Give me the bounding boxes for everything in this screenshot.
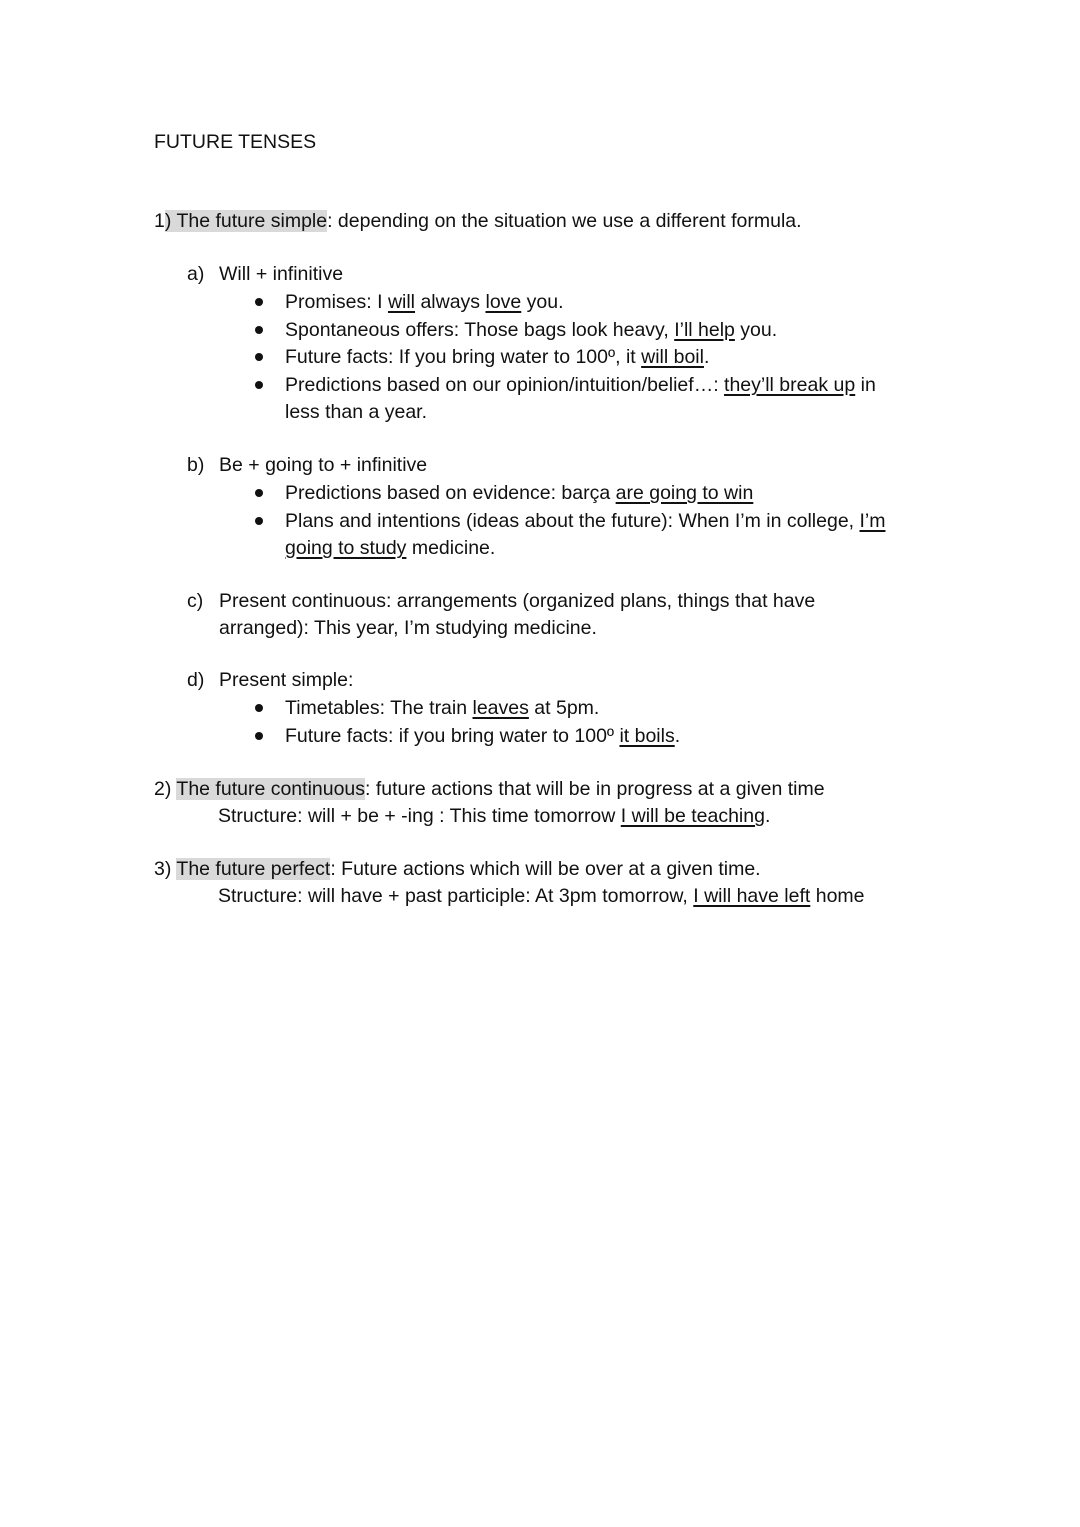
subsection-c-line: arranged): This year, I’m studying medicine. — [219, 617, 597, 639]
section-2-structure — [218, 803, 770, 830]
section-2-number: 2) — [154, 778, 177, 800]
bullet-text: always — [415, 291, 486, 313]
bullet-dot — [255, 298, 263, 306]
bullet-text: Plans and intentions (ideas about the future): When I’m in college, — [285, 510, 860, 532]
section-2-title: The future continuous — [176, 778, 366, 800]
section-3-heading — [154, 856, 761, 883]
bullet-dot — [255, 489, 263, 497]
bullet-text: Spontaneous offers: Those bags look heavy, — [285, 319, 675, 341]
underlined-example: I will have left — [693, 885, 811, 907]
bullet-text: medicine. — [406, 537, 496, 559]
underlined-example: are going to win — [615, 482, 754, 504]
bullet-timetables — [285, 695, 599, 722]
subsection-d-label — [219, 667, 353, 694]
subsection-a-label-text: Will + infinitive — [219, 263, 344, 285]
bullet-future-facts — [285, 344, 709, 371]
structure-text: . — [764, 805, 771, 827]
bullet-text: Timetables: The train — [285, 697, 473, 719]
section-1-title — [165, 210, 327, 232]
subsection-b-marker: b) — [187, 454, 205, 476]
subsection-d-label-text: Present simple: — [219, 669, 354, 691]
subsection-b-label-text: Be + going to + infinitive — [219, 454, 428, 476]
bullet-predictions-evidence — [285, 480, 753, 507]
bullet-spontaneous-offers — [285, 317, 777, 344]
bullet-predictions-opinion-cont — [285, 399, 427, 426]
bullet-text: you. — [734, 319, 778, 341]
bullet-text: Predictions based on our opinion/intuition/belief…: — [285, 374, 725, 396]
subsection-c — [187, 588, 203, 615]
bullet-text: Promises: I — [285, 291, 388, 313]
subsection-c-text-cont — [219, 615, 597, 642]
bullet-dot — [255, 326, 263, 334]
subsection-c-text — [219, 588, 815, 615]
bullet-dot — [255, 381, 263, 389]
underlined-example: will boil — [641, 346, 704, 368]
section-1-heading — [154, 208, 802, 235]
underlined-example: leaves — [472, 697, 529, 719]
bullet-plans-intentions-cont — [285, 535, 495, 562]
section-1-number: 1 — [154, 210, 165, 232]
subsection-c-line: Present continuous: arrangements (organized plans, things that have — [219, 590, 816, 612]
document-title — [154, 129, 316, 156]
structure-text: home — [810, 885, 865, 907]
bullet-plans-intentions — [285, 508, 886, 535]
subsection-c-marker: c) — [187, 590, 204, 612]
bullet-dot — [255, 704, 263, 712]
subsection-d — [187, 667, 204, 694]
underlined-example: love — [485, 291, 522, 313]
subsection-b-label — [219, 452, 427, 479]
section-3-title: The future perfect — [176, 858, 331, 880]
bullet-text: in — [855, 374, 876, 396]
subsection-a-marker: a) — [187, 263, 205, 285]
structure-text: Structure: will + be + -ing : This time tomorrow — [218, 805, 621, 827]
structure-text: Structure: will have + past participle: At 3pm tomorrow, — [218, 885, 694, 907]
bullet-text: . — [674, 725, 681, 747]
underlined-example: will — [387, 291, 416, 313]
underlined-example: going to study — [285, 537, 407, 559]
subsection-b — [187, 452, 204, 479]
underlined-example: it boils — [619, 725, 675, 747]
bullet-promises — [285, 289, 564, 316]
bullet-text: at 5pm. — [528, 697, 600, 719]
underlined-example: I will be teaching — [620, 805, 765, 827]
section-2-description: : future actions that will be in progress at a given time — [365, 778, 825, 800]
bullet-text: Future facts: If you bring water to 100º, it — [285, 346, 642, 368]
section-1-title-text: The future simple — [176, 210, 328, 232]
section-3-number: 3) — [154, 858, 177, 880]
subsection-a-label — [219, 261, 343, 288]
bullet-text: . — [703, 346, 710, 368]
bullet-dot — [255, 517, 263, 525]
section-3-structure — [218, 883, 865, 910]
subsection-a — [187, 261, 204, 288]
subsection-d-marker: d) — [187, 669, 205, 691]
bullet-dot — [255, 353, 263, 361]
title-text: FUTURE TENSES — [154, 131, 317, 153]
section-1-number-paren: ) — [164, 210, 172, 232]
underlined-example: I’ll help — [674, 319, 735, 341]
section-3-description: : Future actions which will be over at a given time. — [330, 858, 761, 880]
bullet-text: Future facts: if you bring water to 100º — [285, 725, 620, 747]
section-1-description: : depending on the situation we use a different formula. — [327, 210, 802, 232]
underlined-example: they’ll break up — [724, 374, 856, 396]
underlined-example: I’m — [859, 510, 886, 532]
bullet-text: you. — [521, 291, 564, 313]
bullet-predictions-opinion — [285, 372, 876, 399]
section-2-heading — [154, 776, 825, 803]
bullet-text: less than a year. — [285, 401, 428, 423]
bullet-future-facts-present — [285, 723, 680, 750]
bullet-dot — [255, 732, 263, 740]
bullet-text: Predictions based on evidence: barça — [285, 482, 616, 504]
